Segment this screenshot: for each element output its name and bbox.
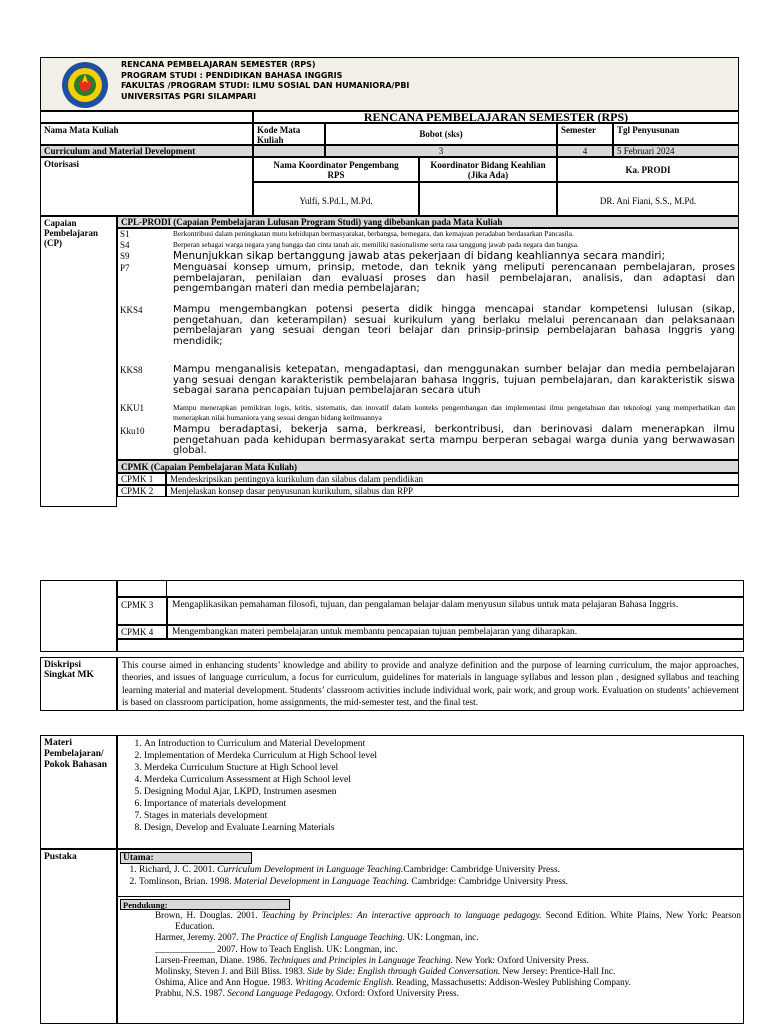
cpmk-code: CPMK 4 bbox=[117, 625, 167, 639]
cpmk-text: Mengembangkan materi pembelajaran untuk membantu pencapaian tujuan pembelajaran yang diharapkan. bbox=[167, 625, 744, 639]
cpl-text-kks4: Mampu mengembangkan potensi peserta didik hingga mencapai standar kompetensi lulusan (sikap, pengetahuan, dan keterampilan) sesuai kurikulum yang berlaku melalui perencanaan dan pelaksanaan pembelajaran yang sesuai dengan teori belajar dan prinsip-prinsip pembelajaran bahasa Inggris yang mendidik; bbox=[173, 304, 735, 347]
deskripsi-text: This course aimed in enhancing students’ knowledge and ability to provide and analyze definition and the purpose of learning curriculum, the major approaches, theories, and issues of language curriculum, a focus for curriculum, guidelines for materials in language syllabus and lesson plan , designed syllabus and teaching learning material and material development. Students’ classroom activities include individual work, pair work, and group work. Evaluation on students’ achievement is based on classroom participation, home assignments, the mid-semester test, and the final test. bbox=[117, 657, 744, 711]
materi-list bbox=[122, 738, 739, 834]
cpl-text-s1: Berkontribusi dalam peningkatan mutu kehidupan bermasyarakat, berbangsa, bernegara, dan kemajuan peradaban berdasarkan Pancasila. bbox=[173, 229, 574, 238]
list-item: 2. Implementation of Merdeka Curriculum at High School level bbox=[144, 750, 739, 762]
cpl-code: KKU1 bbox=[120, 403, 144, 413]
list-item: 7. Stages in materials development bbox=[144, 810, 739, 822]
cpl-code: S9 bbox=[120, 251, 130, 261]
list-item: 2. Tomlinson, Brian. 1998. Material Development in Language Teaching. Cambridge: Cambridge University Press. bbox=[139, 876, 741, 888]
pustaka-utama-list bbox=[121, 864, 741, 888]
cpl-code: S4 bbox=[120, 240, 130, 250]
pustaka-utama-label: Utama: bbox=[120, 852, 252, 864]
reference-item: Brown, H. Douglas. 2001. Teaching by Principles: An interactive approach to language pedagogy. Second Edition. White Plains, New York: Pearson Education. bbox=[155, 910, 741, 932]
tgl-label: Tgl Penyusunan bbox=[613, 123, 739, 145]
kode-label: Kode Mata Kuliah bbox=[253, 123, 325, 145]
page-1-table bbox=[40, 57, 739, 507]
reference-item: _____________ 2007. How to Teach English. UK: Longman, inc. bbox=[155, 943, 398, 954]
deskripsi-label: Diskripsi Singkat MK bbox=[40, 657, 117, 711]
bobot-value: 3 bbox=[325, 145, 557, 157]
semester-label: Semester bbox=[557, 123, 613, 145]
koordinator-name: Yulfi, S.Pd.I., M.Pd. bbox=[253, 182, 419, 216]
list-item: 1. Richard, J. C. 2001. Curriculum Development in Language Teaching.Cambridge: Cambridge University Press. bbox=[139, 864, 741, 876]
nama-mk-value: Curriculum and Material Development bbox=[40, 145, 253, 157]
list-item: 8. Design, Develop and Evaluate Learning Materials bbox=[144, 822, 739, 834]
cpmk-header: CPMK (Capaian Pembelajaran Mata Kuliah) bbox=[117, 460, 739, 473]
cpl-code: KKS8 bbox=[120, 365, 143, 375]
kaprodi-name: DR. Ani Fiani, S.S., M.Pd. bbox=[557, 182, 739, 216]
cpl-code: Kku10 bbox=[120, 426, 145, 436]
cpmk-text: Mendeskripsikan pentingnya kurikulum dan silabus dalam pendidikan bbox=[166, 473, 739, 485]
cpl-text-s9: Menunjukkan sikap bertanggung jawab atas pekerjaan di bidang keahliannya secara mandiri; bbox=[173, 250, 666, 262]
list-item: 1. An Introduction to Curriculum and Material Development bbox=[144, 738, 739, 750]
page-2-table bbox=[40, 580, 744, 1024]
cpl-text-p7: Menguasai konsep umum, prinsip, metode, dan teknik yang meliputi perencanaan pembelajaran, proses pembelajaran, penilaian dan evaluasi proses dan hasil pembelajaran, analisis, dan adaptasi dan pengembangan materi dan media pembelajaran; bbox=[173, 262, 735, 294]
cpl-text-kks8: Mampu menganalisis ketepatan, mengadaptasi, dan menggunakan sumber belajar dan media pembelajaran yang sesuai dengan karakteristik pembelajaran bahasa Inggris, tujuan pembelajaran, dan karakteristik siswa sebagai sarana pencapaian tujuan pembelajaran secara utuh bbox=[173, 364, 735, 396]
list-item: 4. Merdeka Curriculum Assessment at High School level bbox=[144, 774, 739, 786]
semester-value: 4 bbox=[557, 145, 613, 157]
cpmk-code: CPMK 1 bbox=[117, 473, 166, 485]
list-item: 3. Merdeka Curriculum Stucture at High School level bbox=[144, 762, 739, 774]
reference-item: Harmer, Jeremy. 2007. The Practice of English Language Teaching. UK: Longman, inc. bbox=[155, 932, 479, 943]
otorisasi-label: Otorisasi bbox=[40, 157, 253, 216]
reference-item: Larsen-Freeman, Diane. 1986. Techniques and Principles in Language Teaching. New York: Oxford University Press. bbox=[155, 954, 589, 965]
koordinator-label: Nama Koordinator Pengembang RPS bbox=[253, 157, 419, 182]
cpl-code: S1 bbox=[120, 229, 130, 239]
pustaka-pendukung-label: Pendukung: bbox=[120, 899, 290, 910]
header-line-4: UNIVERSITAS PGRI SILAMPARI bbox=[121, 91, 257, 101]
list-item: 6. Importance of materials development bbox=[144, 798, 739, 810]
materi-label: Materi Pembelajaran/ Pokok Bahasan bbox=[40, 735, 117, 849]
document-title: RENCANA PEMBELAJARAN SEMESTER (RPS) bbox=[253, 111, 739, 123]
list-item: 5. Designing Modul Ajar, LKPD, Instrumen asesmen bbox=[144, 786, 739, 798]
cpmk-text: Mengaplikasikan pemahaman filosofi, tujuan, dan pengalaman belajar dalam menyusun silabus untuk mata pelajaran Bahasa Inggris. bbox=[167, 597, 744, 625]
koordinator-bidang-label: Koordinator Bidang Keahlian (Jika Ada) bbox=[419, 157, 557, 182]
reference-item: Molinsky, Steven J. and Bill Bliss. 1983. Side by Side: English through Guided Conversation. New Jersey: Prentice-Hall Inc. bbox=[155, 966, 616, 977]
reference-item: Prabhu, N.S. 1987. Second Language Pedagogy. Oxford: Oxford University Press. bbox=[155, 988, 459, 999]
cpmk-code: CPMK 2 bbox=[117, 485, 166, 497]
bobot-label: Bobot (sks) bbox=[325, 123, 557, 145]
tgl-value: 5 Februari 2024 bbox=[613, 145, 739, 157]
header-line-2: PROGRAM STUDI : PENDIDIKAN BAHASA INGGRIS bbox=[121, 70, 343, 80]
pustaka-label: Pustaka bbox=[40, 849, 117, 1024]
header-line-1: RENCANA PEMBELAJARAN SEMESTER (RPS) bbox=[121, 60, 316, 69]
cpmk-code: CPMK 3 bbox=[117, 597, 167, 625]
header-line-3: FAKULTAS /PROGRAM STUDI: ILMU SOSIAL DAN HUMANIORA/PBI bbox=[121, 81, 410, 90]
cpl-code: P7 bbox=[120, 263, 130, 273]
cpl-header: CPL-PRODI (Capaian Pembelajaran Lulusan Program Studi) yang dibebankan pada Mata Kuliah bbox=[117, 216, 739, 228]
header-block bbox=[40, 57, 739, 111]
cp-label: Capaian Pembelajaran (CP) bbox=[40, 216, 117, 507]
cpl-text-s4: Berperan sebagai warga negara yang bangga dan cinta tanah air, memiliki nasionalisme serta rasa tanggung jawab pada negara dan bangsa. bbox=[173, 240, 579, 249]
cpl-text-kku1: Mampu menerapkan pemikiran logis, kritis, sistematis, dan inovatif dalam konteks pengembangan dan implementasi ilmu pengetahuan dan teknologi yang memperhatikan dan menerapkan nilai humaniora yang sesuai dengan bidang keilmuannya bbox=[173, 403, 735, 422]
reference-item: Oshima, Alice and Ann Hogue. 1983. Writing Academic English. Reading, Massachusetts: Addison-Wesley Publishing Company. bbox=[155, 977, 631, 988]
kaprodi-label: Ka. PRODI bbox=[557, 157, 739, 182]
nama-mk-label: Nama Mata Kuliah bbox=[40, 123, 253, 145]
cpl-code: KKS4 bbox=[120, 305, 143, 315]
cpmk-text: Menjelaskan konsep dasar penyusunan kurikulum, silabus dan RPP bbox=[166, 485, 739, 497]
university-logo bbox=[61, 61, 109, 109]
cpl-text-kku10: Mampu beradaptasi, bekerja sama, berkreasi, berkontribusi, dan berinovasi dalam menerapkan ilmu pengetahuan pada kehidupan bermasyarakat serta mampu berperan sebagai warga dunia yang berwawasan global. bbox=[173, 424, 735, 456]
